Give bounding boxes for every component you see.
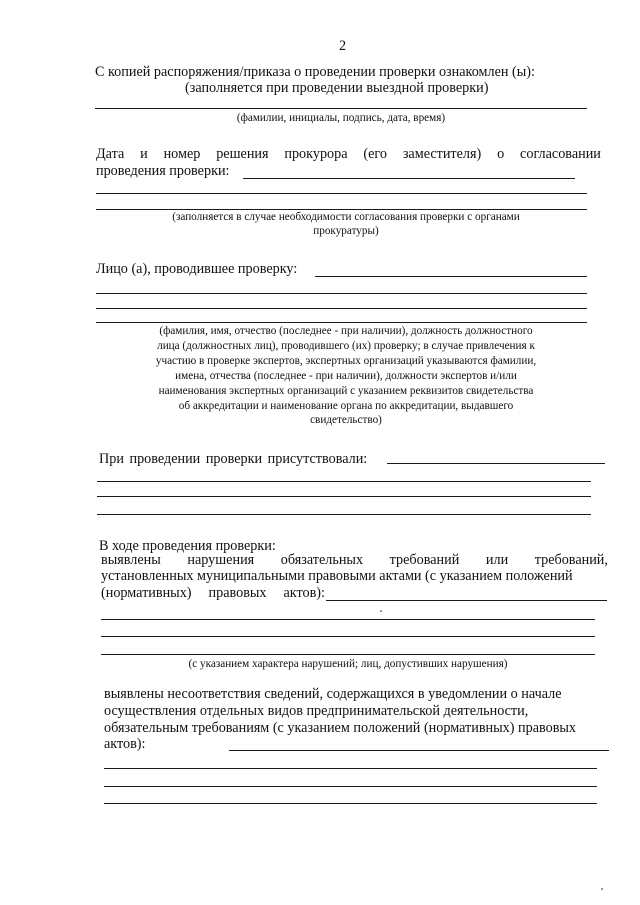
mismatch-fill-line-3	[104, 786, 597, 787]
word: согласовании	[520, 146, 601, 162]
word: требований,	[534, 552, 608, 568]
word: актов):	[283, 585, 325, 601]
violations-heading: В ходе проведения проверки:	[99, 538, 276, 554]
prosecutor-caption	[96, 210, 596, 238]
prosecutor-fill-line-1	[243, 178, 575, 179]
word: о	[497, 146, 505, 162]
violations-fill-line-4	[101, 654, 595, 655]
inspector-caption	[96, 324, 596, 428]
violations-caption: (с указанием характера нарушений; лиц, допустивших нарушения)	[188, 658, 508, 670]
present-fill-line-4	[97, 514, 591, 515]
mismatch-fill-line-1	[229, 750, 609, 751]
word: заместителя)	[402, 146, 482, 162]
word: и	[140, 146, 148, 162]
familiarized-line-1: С копией распоряжения/приказа о проведении проверки ознакомлен (ы):	[95, 64, 535, 80]
word: обязательных	[280, 552, 364, 568]
inspector-caption-line: имена, отчества (последнее - при наличии), должности экспертов и/или	[175, 369, 517, 382]
violations-fill-line-1	[326, 600, 607, 601]
inspector-fill-line-2	[96, 293, 587, 294]
inspector-caption-line: свидетельство)	[310, 414, 382, 427]
prosecutor-line-1	[96, 146, 601, 163]
familiarized-line-2: (заполняется при проведении выездной проверки)	[185, 80, 489, 96]
violations-line-2: установленных муниципальными правовыми актами (с указанием положений	[101, 568, 573, 584]
word: решения	[216, 146, 269, 162]
word: прокурора	[284, 146, 348, 162]
inspector-label: Лицо (а), проводившее проверку:	[96, 261, 298, 277]
familiarized-signature-line	[95, 108, 587, 109]
word: Дата	[96, 146, 125, 162]
present-label: При проведении проверки присутствовали:	[99, 451, 368, 467]
word: (нормативных)	[101, 585, 192, 601]
inspector-caption-line: (фамилия, имя, отчество (последнее - при наличии), должность должностного	[159, 325, 533, 337]
mismatch-line-1: выявлены несоответствия сведений, содержащихся в уведомлении о начале	[104, 686, 562, 702]
word: правовых	[208, 585, 267, 601]
page-number: 2	[339, 38, 347, 54]
inspector-fill-line-4	[96, 322, 587, 323]
violations-line-1	[101, 552, 608, 569]
present-fill-line-1	[387, 463, 605, 464]
violations-fill-line-3	[101, 636, 595, 637]
present-fill-line-3	[97, 496, 591, 497]
prosecutor-fill-line-2	[96, 193, 587, 194]
mismatch-line-2: осуществления отдельных видов предпринимательской деятельности,	[104, 703, 529, 719]
word: или	[485, 552, 509, 568]
inspector-caption-line: участию в проверке экспертов, экспертных организаций указываются фамилии,	[155, 354, 537, 367]
word: требований	[389, 552, 460, 568]
inspector-fill-line-3	[96, 308, 587, 309]
word: (его	[363, 146, 387, 162]
present-fill-line-2	[97, 481, 591, 482]
mismatch-line-3: обязательным требованиям (с указанием положений (нормативных) правовых	[104, 720, 577, 736]
inspector-caption-line: наименования экспертных организаций с указанием реквизитов свидетельства	[158, 384, 534, 397]
word: номер	[163, 146, 201, 162]
mismatch-fill-line-2	[104, 768, 597, 769]
violations-line-3	[101, 585, 325, 602]
word: нарушения	[187, 552, 255, 568]
scan-speck	[380, 610, 382, 612]
prosecutor-line-2: проведения проверки:	[96, 163, 230, 179]
mismatch-fill-line-4	[104, 803, 597, 804]
word: выявлены	[101, 552, 161, 568]
inspector-caption-line: об аккредитации и наименование органа по аккредитации, выдавшего	[178, 399, 514, 412]
scan-speck	[601, 888, 603, 890]
prosecutor-caption-line-1: (заполняется в случае необходимости согласования проверки с органами	[172, 211, 520, 223]
familiarized-caption: (фамилии, инициалы, подпись, дата, время)	[236, 112, 446, 124]
mismatch-line-4: актов):	[104, 736, 146, 752]
violations-fill-line-2	[101, 619, 595, 620]
inspector-caption-line: лица (должностных лиц), проводившего (их) проверку; в случае привлечения к	[157, 339, 535, 352]
inspector-fill-line-1	[315, 276, 587, 277]
prosecutor-caption-line-2: прокуратуры)	[313, 225, 379, 237]
